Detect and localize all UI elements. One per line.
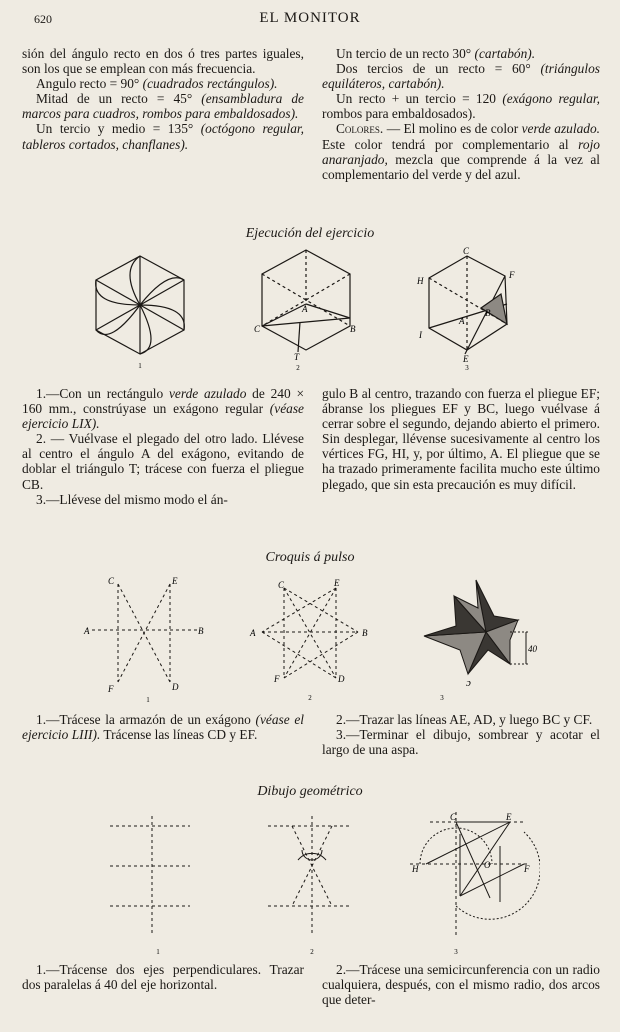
figure-number: 3 (465, 364, 469, 371)
paragraph: Angulo recto = 90° (cuadrados rectángulos). (36, 76, 278, 92)
section-title-ejecucion: Ejecución del ejercicio (245, 226, 375, 241)
figure-sketch-axes (80, 572, 210, 702)
running-title: EL MONITOR (259, 10, 361, 26)
dimension-label: 40 (528, 644, 537, 654)
svg-text:E: E (172, 576, 178, 586)
ejecucion-right-column (322, 386, 600, 492)
svg-text:E: E (506, 812, 512, 822)
svg-text:D: D (172, 682, 179, 692)
svg-text:H: H (412, 864, 419, 874)
dibujo-right-column (322, 962, 600, 1007)
paragraph: gulo B al centro, trazando con fuerza el pliegue EF; ábranse los pliegues EF y BC, luego vuélvase á cerrar sobre el segundo, dejando abierto el primero. Sin desplegar, llévense sucesivamente al centro los vértices FG, HI, y, por último, A. El pliegue que se ha trazado primeramente facilita mucho este último plegado, que sin esta precaución es muy difícil. (322, 386, 600, 492)
figure-axes-parallels (100, 806, 200, 956)
svg-text:F: F (509, 270, 515, 280)
paragraph: 2. — Vuélvase el plegado del otro lado. Llévese al centro el ángulo A del exágono, evitando de doblar el triángulo T; trácese con fuerza el pliegue CB. (22, 431, 304, 492)
svg-text:D: D (338, 674, 345, 684)
figure-number: 2 (310, 948, 314, 956)
svg-text:B: B (362, 628, 368, 638)
svg-text:C: C (463, 246, 470, 256)
paragraph: 2.—Trazar las líneas AE, AD, y luego BC y CF. (336, 712, 593, 727)
svg-text:C: C (108, 576, 115, 586)
page-number: 620 (34, 12, 52, 26)
ejecucion-left-column (22, 386, 304, 507)
figure-number: 2 (308, 694, 312, 702)
section-title-croquis: Croquis á pulso (265, 550, 355, 565)
paragraph: 1.—Trácese la armazón de un exágono (véase el ejercicio LIII). Trácense las líneas CD y EF. (22, 712, 304, 743)
figure-semicircle-construction (400, 806, 540, 956)
svg-text:O: O (484, 860, 491, 870)
svg-text:B: B (198, 626, 204, 636)
dibujo-left-column (22, 962, 304, 992)
svg-text:A: A (459, 316, 465, 326)
svg-text:B: B (350, 324, 356, 334)
svg-text:A: A (302, 304, 308, 314)
figure-axes-arcs (262, 806, 372, 956)
svg-text:F: F (524, 864, 530, 874)
croquis-left-column (22, 712, 304, 742)
figure-hexagon-fold-ab (250, 246, 360, 371)
page-header (0, 10, 620, 30)
figure-number: 1 (138, 362, 142, 370)
figure-sketch-star (244, 574, 374, 704)
svg-text:F: F (108, 684, 114, 694)
paragraph: Un recto + un tercio = 120 (exágono regular, rombos para embaldosados). (322, 91, 600, 122)
figure-number: 1 (146, 696, 150, 702)
section-title-dibujo: Dibujo geométrico (257, 784, 363, 799)
figure-windmill-shaded (418, 574, 548, 704)
figure-hexagon-fold-ef (415, 246, 525, 371)
svg-text:A: A (84, 626, 90, 636)
intro-left-column (22, 46, 304, 152)
croquis-right-column (322, 712, 600, 757)
figure-hexagon-folded (90, 250, 200, 370)
intro-right-column (322, 46, 600, 182)
svg-text:E: E (463, 354, 469, 364)
svg-text:ɔ: ɔ (466, 677, 471, 689)
paragraph: Mitad de un recto = 45° (ensambladura de marcos para cuadros, rombos para embaldosados). (22, 91, 304, 122)
svg-text:C: C (254, 324, 261, 334)
figure-number: 3 (454, 948, 458, 956)
paragraph: 1.—Con un rectángulo verde azulado de 240 × 160 mm., constrúyase un exágono regular (véase ejercicio LIX). (22, 386, 304, 432)
paragraph: sión del ángulo recto en dos ó tres partes iguales, son los que se emplean con más frecuencia. (22, 46, 304, 77)
paragraph: Dos tercios de un recto = 60° (triángulos equiláteros, cartabón). (322, 61, 600, 92)
figure-number: 2 (296, 364, 300, 371)
paragraph: Un tercio y medio = 135° (octógono regular, tableros cortados, chanflanes). (22, 121, 304, 152)
svg-text:B: B (485, 308, 491, 318)
figure-number: 1 (156, 948, 160, 956)
paragraph: Colores. — El molino es de color verde azulado. Este color tendrá por complementario al rojo anaranjado, mezcla que comprende á la vez al complementario del verde y del azul. (322, 121, 600, 182)
svg-text:H: H (417, 276, 424, 286)
svg-text:C: C (450, 812, 457, 822)
svg-text:A: A (250, 628, 256, 638)
paragraph: 3.—Llévese del mismo modo el án- (36, 491, 228, 507)
svg-text:I: I (419, 330, 422, 340)
paragraph: 2.—Trácese una semicircunferencia con un radio cualquiera, después, con el mismo radio, dos arcos que deter- (322, 962, 600, 1008)
svg-text:C: C (278, 580, 285, 590)
svg-text:T: T (294, 352, 300, 362)
figure-number: 3 (440, 694, 444, 702)
svg-text:E: E (334, 578, 340, 588)
paragraph: Un tercio de un recto 30° (cartabón). (336, 46, 536, 61)
paragraph: 1.—Trácense dos ejes perpendiculares. Trazar dos paralelas á 40 del eje horizontal. (22, 962, 304, 993)
paragraph: 3.—Terminar el dibujo, sombrear y acotar el largo de una aspa. (322, 727, 600, 758)
svg-text:F: F (274, 674, 280, 684)
